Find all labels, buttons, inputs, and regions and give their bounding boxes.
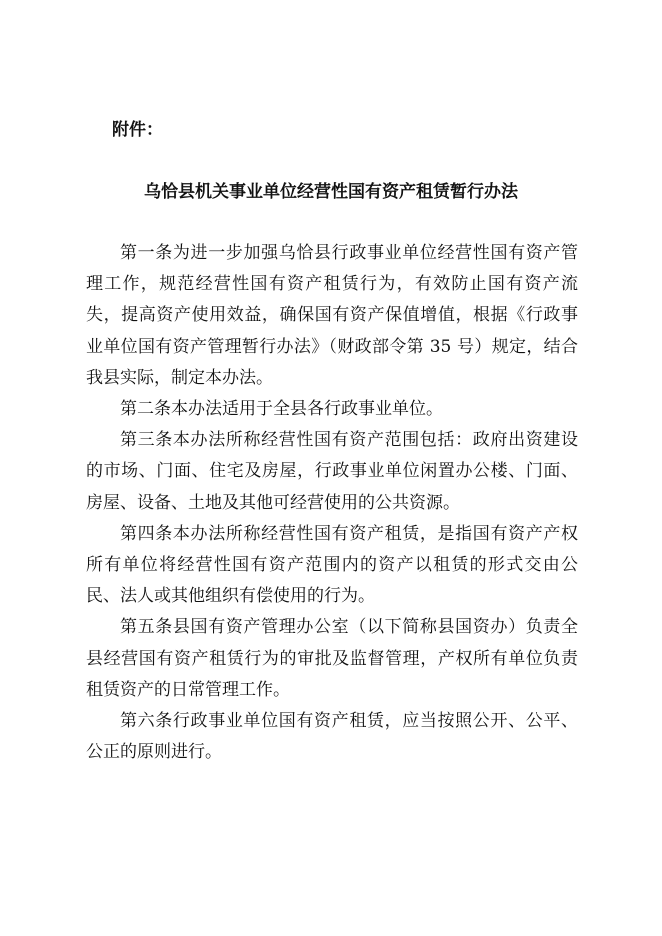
article-4: 第四条本办法所称经营性国有资产租赁，是指国有资产产权所有单位将经营性国有资产范围内的资产以租赁的形式交由公民、法人或其他组织有偿使用的行为。 xyxy=(86,523,578,607)
article-1: 第一条为进一步加强乌恰县行政事业单位经营性国有资产管理工作，规范经营性国有资产租赁行为，有效防止国有资产流失，提高资产使用效益，确保国有资产保值增值，根据《行政事业单位国有资产管理暂行办法》（财政部令第 35 号）规定，结合我县实际，制定本办法。 xyxy=(86,243,578,388)
article-3: 第三条本办法所称经营性国有资产范围包括：政府出资建设的市场、门面、住宅及房屋，行政事业单位闲置办公楼、门面、房屋、设备、土地及其他可经营使用的公共资源。 xyxy=(86,430,578,513)
article-6: 第六条行政事业单位国有资产租赁，应当按照公开、公平、公正的原则进行。 xyxy=(86,711,578,763)
article-5: 第五条县国有资产管理办公室（以下简称县国资办）负责全县经营国有资产租赁行为的审批及监督管理，产权所有单位负责租赁资产的日常管理工作。 xyxy=(86,617,578,700)
article-2: 第二条本办法适用于全县各行政事业单位。 xyxy=(120,399,443,420)
attachment-label: 附件： xyxy=(112,120,163,140)
document-body xyxy=(86,238,578,768)
document-title: 乌恰县机关事业单位经营性国有资产租赁暂行办法 xyxy=(144,182,518,202)
